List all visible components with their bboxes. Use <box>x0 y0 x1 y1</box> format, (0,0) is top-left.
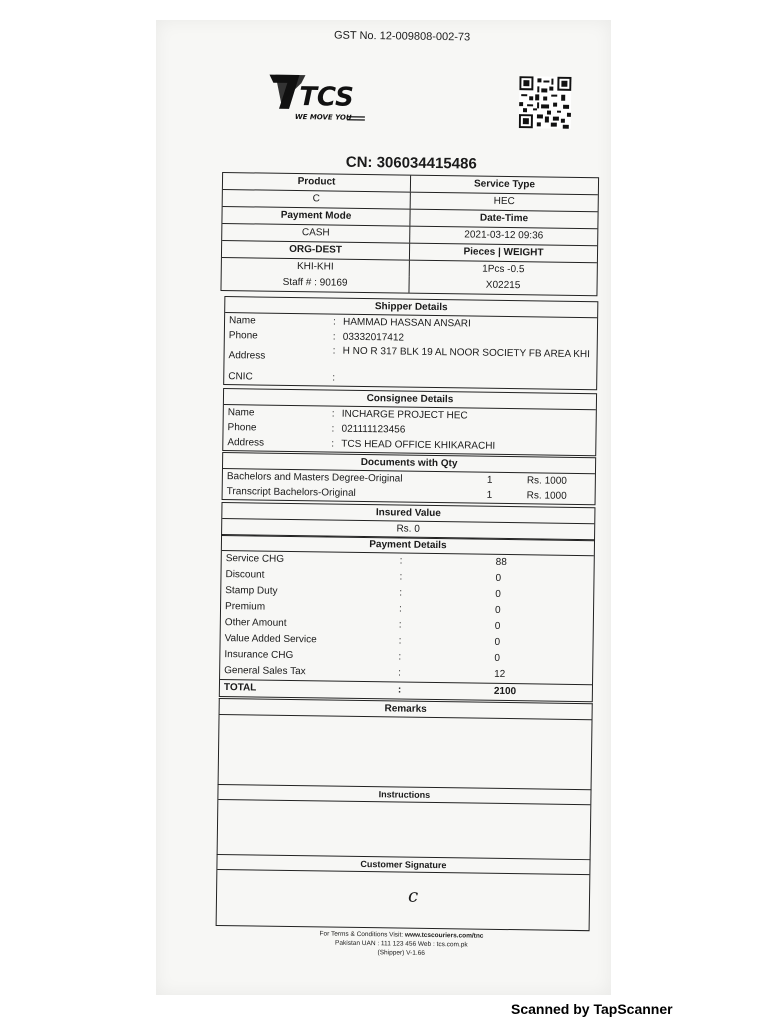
shipper-row: Phone : 03332017412 <box>228 330 405 344</box>
tcs-logo <box>265 69 376 131</box>
payment-row: Service CHG : 88 <box>225 553 507 568</box>
insured-value-amount: Rs. 0 <box>396 523 420 535</box>
payment-row: Insurance CHG : 0 <box>224 649 501 664</box>
service-type-label: Service Type <box>473 178 536 191</box>
consignee-details <box>222 388 597 456</box>
document-row: Bachelors and Masters Degree-Original 1 Rs. 1000 <box>226 471 567 487</box>
consignment-number: CN: 306034415486 <box>345 153 477 173</box>
shipment-summary-grid <box>220 172 599 296</box>
customer-signature-box <box>216 854 591 931</box>
instructions-box <box>217 784 592 860</box>
payment-row: Discount : 0 <box>225 569 502 584</box>
staff-number: Staff # : 90169 <box>221 274 409 293</box>
instructions-title: Instructions <box>218 785 590 805</box>
payment-row: Other Amount : 0 <box>224 617 501 632</box>
consignee-row: Phone : 021111123456 <box>227 422 406 436</box>
customer-signature-mark: c <box>407 885 419 907</box>
insured-value-title: Insured Value <box>222 503 594 524</box>
pieces-weight-value: 1Pcs -0.5 <box>482 263 525 276</box>
product-label: Product <box>223 173 411 192</box>
service-type-value: HEC <box>493 195 515 208</box>
payment-mode-value: CASH <box>222 224 410 243</box>
pieces-weight-label: Pieces | WEIGHT <box>463 246 544 259</box>
footer-contact: Pakistan UAN : 111 123 456 Web : tcs.com.pk <box>335 939 468 949</box>
payment-total-row: TOTAL : 2100 <box>220 679 592 701</box>
tcs-receipt <box>211 29 602 988</box>
weight-code: X02215 <box>485 279 521 292</box>
payment-row: Stamp Duty : 0 <box>225 585 501 600</box>
payment-mode-label: Payment Mode <box>222 207 410 226</box>
shipper-details <box>223 296 598 390</box>
documents-title: Documents with Qty <box>223 453 595 474</box>
org-dest-value: KHI-KHI <box>222 258 410 277</box>
shipper-row: CNIC : <box>228 371 336 384</box>
logo-tagline: WE MOVE YOU <box>294 112 352 122</box>
date-time-value: 2021-03-12 09:36 <box>464 229 544 242</box>
date-time-label: Date-Time <box>479 212 529 225</box>
footer-terms-link[interactable]: www.tcscouriers.com/tnc <box>404 931 484 940</box>
consignee-row: Name : INCHARGE PROJECT HEC <box>227 407 468 422</box>
product-value: C <box>223 190 411 209</box>
customer-signature-title: Customer Signature <box>217 855 589 875</box>
consignee-details-title: Consignee Details <box>224 389 596 410</box>
logo-brand: TCS <box>298 82 355 113</box>
payment-details-title: Payment Details <box>222 535 594 556</box>
payment-row: Premium : 0 <box>224 601 501 616</box>
gst-number: GST No. 12-009808-002-73 <box>333 29 471 44</box>
footer <box>231 928 571 960</box>
qr-code-icon <box>519 76 572 129</box>
shipper-row: Name : HAMMAD HASSAN ANSARI <box>228 315 471 330</box>
document-row: Transcript Bachelors-Original 1 Rs. 1000 <box>226 486 567 502</box>
footer-terms-prefix: For Terms & Conditions Visit: <box>319 930 404 939</box>
consignee-row: Address : TCS HEAD OFFICE KHIKARACHI <box>227 437 496 452</box>
remarks-title: Remarks <box>220 699 592 720</box>
documents-with-qty <box>222 452 597 505</box>
remarks-box <box>218 698 593 790</box>
payment-details <box>219 534 595 702</box>
shipper-row: Address : H NO R 317 BLK 19 AL NOOR SOCIETY FB AREA KHI <box>228 345 591 362</box>
scanned-by-watermark: Scanned by TapScanner <box>511 1001 673 1017</box>
footer-version: (Shipper) V-1.66 <box>377 949 425 957</box>
org-dest-label: ORG-DEST <box>222 241 410 260</box>
shipper-details-title: Shipper Details <box>225 297 597 318</box>
payment-row: General Sales Tax : 12 <box>224 665 506 680</box>
payment-row: Value Added Service : 0 <box>224 633 501 648</box>
